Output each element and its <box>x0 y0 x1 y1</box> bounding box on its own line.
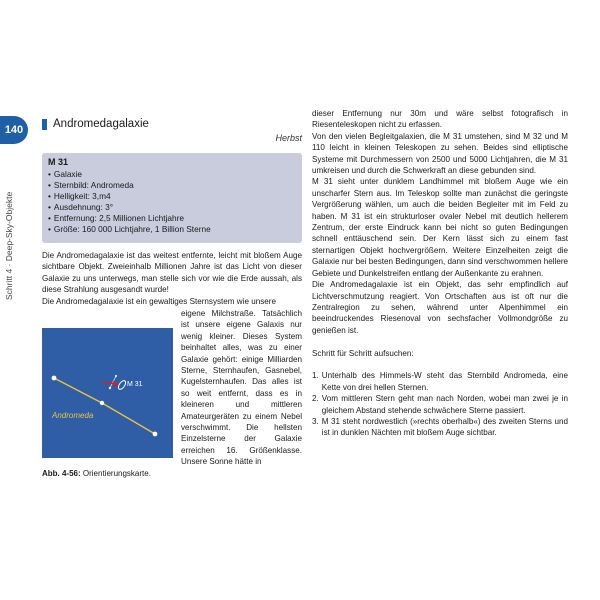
step-number: 3. <box>312 416 319 426</box>
step-number: 1. <box>312 371 319 381</box>
constellation-map-label: Andromeda <box>52 411 94 420</box>
steps-heading: Schritt für Schritt aufsuchen: <box>312 348 414 358</box>
season-label: Herbst <box>275 133 302 143</box>
caption-text: Orientierungskarte. <box>80 469 151 478</box>
body-text-left <box>42 250 302 307</box>
object-infobox <box>42 153 302 243</box>
step-item <box>312 370 568 393</box>
paragraph: M 31 sieht unter dunklem Landhimmel mit bloßem Auge wie ein unscharfer Stern aus. Im Teleskop sollte man zunächst die geringste Vergrößerung wählen, um auch die beiden Begleiter mit im Feld zu haben. M 31 ist ein strukturloser ovaler Nebel mit deutlich hellerem Zentrum, der erste Eindruck kann bei nicht so guten Bedingungen schnell enttäuschend sein. Der Kern lässt sich zu einem fast sternartigen Objekt hochvergrößern. Weitere Einzelheiten zeigt die Galaxie nur bei besten Bedingungen, dann sind verschwommen hellere Gebiete und Dunkelstreifen entlang der Außenkante zu erahnen. <box>312 177 569 278</box>
m31-map-label: M 31 <box>127 381 143 388</box>
paragraph: dieser Entfernung nur 30m und wäre selbst fotografisch in Riesenteleskopen nicht zu erfassen. <box>312 109 568 130</box>
title-marker <box>42 119 47 130</box>
infobox-item: • Größe: 160 000 Lichtjahre, 1 Billion Sterne <box>48 224 296 235</box>
step-item <box>312 416 568 439</box>
page-number: 140 <box>0 116 28 144</box>
body-text-left-narrow <box>181 308 302 468</box>
spacer <box>312 359 568 370</box>
infobox-item: • Ausdehnung: 3° <box>48 202 296 213</box>
orientation-map <box>42 328 173 458</box>
step-text: Vom mittleren Stern geht man nach Norden, wobei man zwei je in gleichem Abstand stehende schwächere Sterne passiert. <box>321 394 568 415</box>
step-text: Unterhalb des Himmels-W steht das Sternbild Andromeda, eine Kette von drei hellen Sternen. <box>321 371 568 392</box>
star-icon <box>153 432 158 437</box>
infobox-header: M 31 <box>48 157 69 167</box>
section-title: Andromedagalaxie <box>53 118 149 130</box>
map-sky-background <box>42 328 173 458</box>
chapter-side-label: Schritt 4 · Deep-Sky-Objekte <box>4 191 14 300</box>
infobox-item: • Entfernung: 2,5 Millionen Lichtjahre <box>48 213 296 224</box>
paragraph: Von den vielen Begleitgalaxien, die M 31 umstehen, sind M 32 und M 110 leicht in kleinen Teleskopen zu sehen. Beides sind elliptische Systeme mit Durchmessern von 2500 und 5000 Lichtjahren, die M 31 umkreisen und durch die Schwerkraft an diese gebunden sind. <box>312 131 568 176</box>
step-text: M 31 steht nordwestlich (»rechts oberhalb«) des zweiten Sterns und ist in dunklen Nächten mit bloßem Auge sichtbar. <box>321 416 568 438</box>
section-title-row <box>42 118 149 130</box>
step-number: 2. <box>312 394 319 404</box>
infobox-item: • Sternbild: Andromeda <box>48 180 296 191</box>
spacer <box>312 336 568 347</box>
caption-number: Abb. 4-56: <box>42 469 81 478</box>
star-icon <box>52 376 57 381</box>
infobox-item: • Helligkeit: 3,m4 <box>48 191 296 202</box>
body-text-right <box>312 108 568 439</box>
paragraph: eigene Milchstraße. Tatsächlich ist unsere eigene Galaxis nur wenig kleiner. Dieses System beinhaltet alles, was zu einer Galaxie gehört: einige Milliarden Sterne, Sternhaufen, Gasnebel, Kugelsternhaufen. Das alles ist so weit entfernt, dass es in kleineren und mittleren Amateurgeräten zu einem Nebel verschwimmt. Die hellsten Einzelsterne der Galaxie erreichen 16. Größenklasse. Unsere Sonne hätte in <box>181 309 302 467</box>
infobox-item: • Galaxie <box>48 169 296 180</box>
step-item <box>312 393 568 416</box>
figure-caption <box>42 469 177 478</box>
paragraph: Die Andromedagalaxie ist ein Objekt, das sehr empfindlich auf Lichtverschmutzung reagiert. Von Ortschaften aus ist oft nur die Zentralregion zu sehen, während unter Alpenhimmel ein beeindruckendes Riesenoval von sechsfacher Vollmondgröße zu genießen ist. <box>312 280 568 335</box>
paragraph: Die Andromedagalaxie ist ein gewaltiges Sternsystem wie unsere <box>42 296 276 306</box>
star-icon <box>100 401 104 405</box>
paragraph: Die Andromedagalaxie ist das weitest entfernte, leicht mit bloßem Auge sichtbare Objekt. Zweieinhalb Millionen Jahre ist das Licht von dieser Galaxie zu uns unterwegs, man stelle sich vor wie die Erde aussah, als diese Strahlung ausgesandt wurde! <box>42 251 302 295</box>
